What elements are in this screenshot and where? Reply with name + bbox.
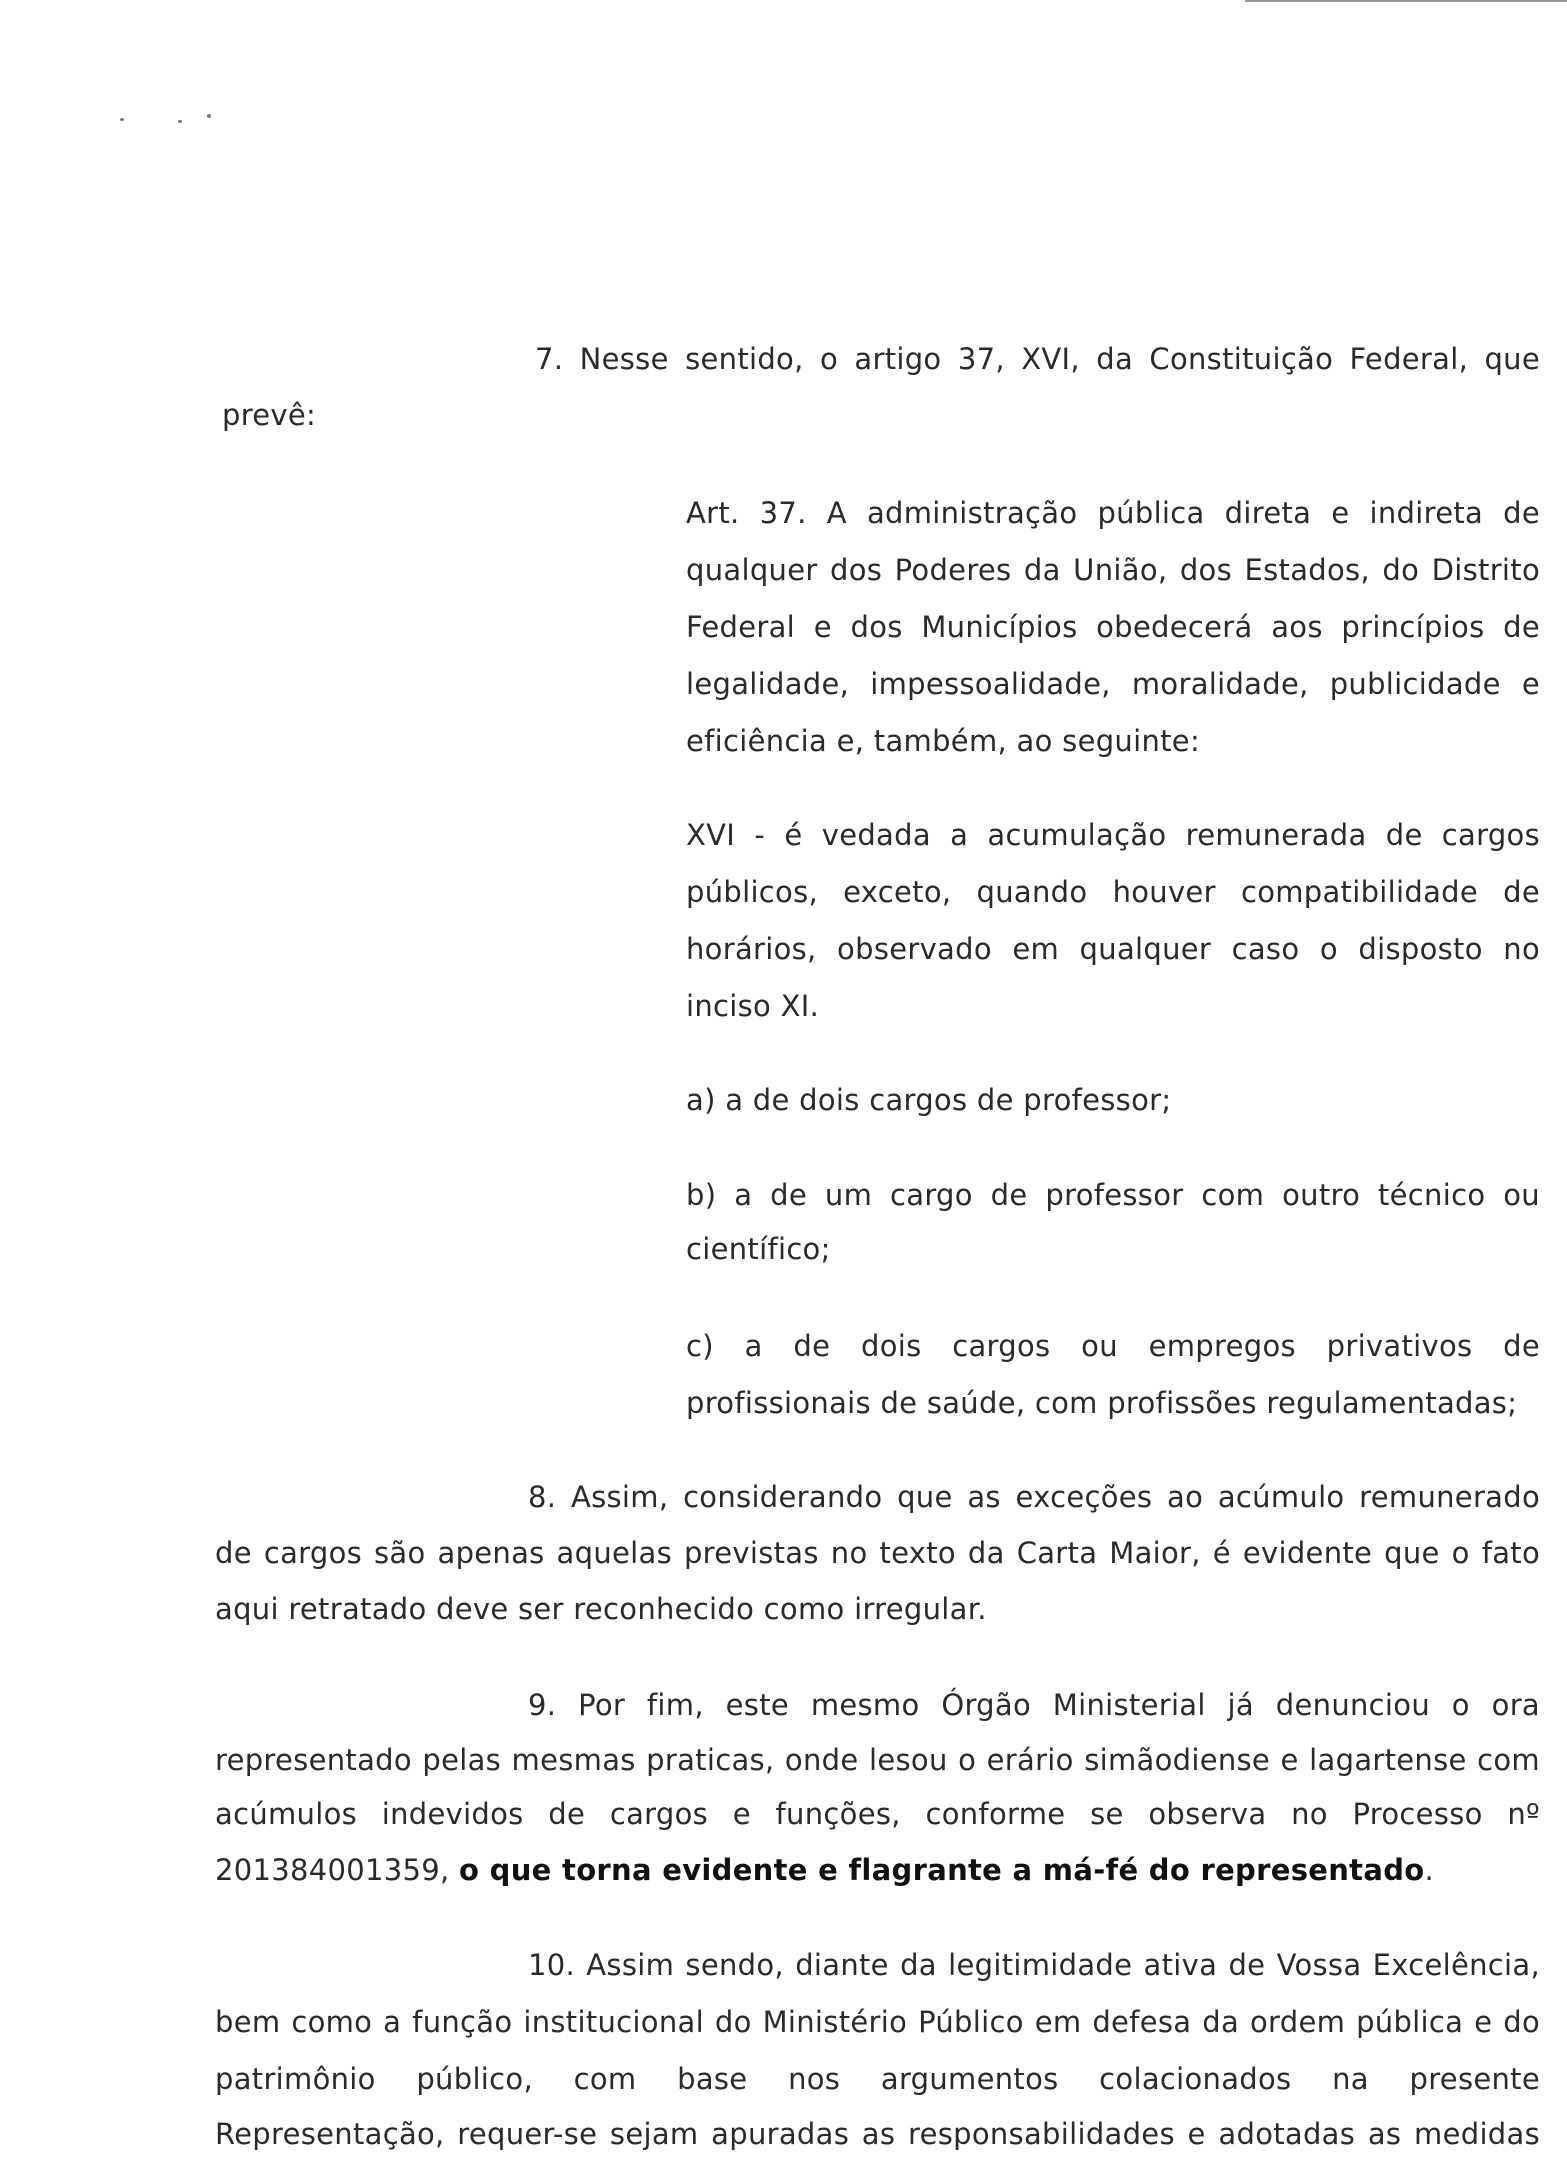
paragraph-10-line-1: 10. Assim sendo, diante da legitimidade ativa de Vossa Excelência,	[528, 1948, 1540, 1982]
quote-xvi-line-2: públicos, exceto, quando houver compatibilidade de	[686, 875, 1540, 909]
bad-faith-emphasis: o que torna evidente e flagrante a má-fé do representado	[459, 1853, 1425, 1887]
quote-art-line-2: qualquer dos Poderes da União, dos Estados, do Distrito	[686, 553, 1540, 587]
paragraph-10-line-3: patrimônio público, com base nos argumentos colacionados na presente	[215, 2062, 1540, 2096]
scan-speck	[207, 114, 211, 118]
paragraph-8-line-1: 8. Assim, considerando que as exceções ao acúmulo remunerado	[528, 1480, 1540, 1514]
quote-art-line-4: legalidade, impessoalidade, moralidade, publicidade e	[686, 667, 1540, 701]
paragraph-9-line-1: 9. Por fim, este mesmo Órgão Ministerial já denunciou o ora	[528, 1688, 1540, 1722]
quote-art-line-3: Federal e dos Municípios obedecerá aos princípios de	[686, 610, 1540, 644]
sentence-end: .	[1424, 1853, 1435, 1887]
process-number: 201384001359,	[215, 1853, 460, 1887]
paragraph-8-line-3: aqui retratado deve ser reconhecido como irregular.	[215, 1592, 987, 1626]
quote-xvi-line-1: XVI - é vedada a acumulação remunerada de cargos	[686, 818, 1540, 852]
paragraph-10-line-4: Representação, requer-se sejam apuradas as responsabilidades e adotadas as medidas	[215, 2117, 1540, 2151]
paragraph-8-line-2: de cargos são apenas aquelas previstas no texto da Carta Maior, é evidente que o fato	[215, 1536, 1540, 1570]
scan-speck	[120, 118, 124, 121]
quote-item-b-line-1: b) a de um cargo de professor com outro técnico ou	[686, 1178, 1540, 1212]
quote-xvi-line-4: inciso XI.	[686, 989, 820, 1023]
quote-item-c-line-2: profissionais de saúde, com profissões regulamentadas;	[686, 1386, 1518, 1420]
paragraph-9-line-2: representado pelas mesmas praticas, onde lesou o erário simãodiense e lagartense com	[215, 1743, 1540, 1777]
scan-edge-rule	[1245, 0, 1567, 2]
scan-speck	[178, 120, 182, 123]
paragraph-7-line-1: 7. Nesse sentido, o artigo 37, XVI, da Constituição Federal, que	[535, 342, 1540, 376]
quote-item-b-line-2: científico;	[686, 1232, 831, 1266]
paragraph-7-line-2: prevê:	[222, 398, 317, 432]
paragraph-9-line-4	[215, 1850, 1434, 1890]
paragraph-9-line-3: acúmulos indevidos de cargos e funções, conforme se observa no Processo nº	[215, 1797, 1540, 1831]
paragraph-10-line-2: bem como a função institucional do Ministério Público em defesa da ordem pública e do	[215, 2005, 1540, 2039]
quote-item-c-line-1: c) a de dois cargos ou empregos privativos de	[686, 1329, 1540, 1363]
quote-art-line-5: eficiência e, também, ao seguinte:	[686, 724, 1201, 758]
quote-xvi-line-3: horários, observado em qualquer caso o disposto no	[686, 932, 1540, 966]
quote-art-line-1: Art. 37. A administração pública direta e indireta de	[686, 496, 1540, 530]
quote-item-a: a) a de dois cargos de professor;	[686, 1083, 1172, 1117]
